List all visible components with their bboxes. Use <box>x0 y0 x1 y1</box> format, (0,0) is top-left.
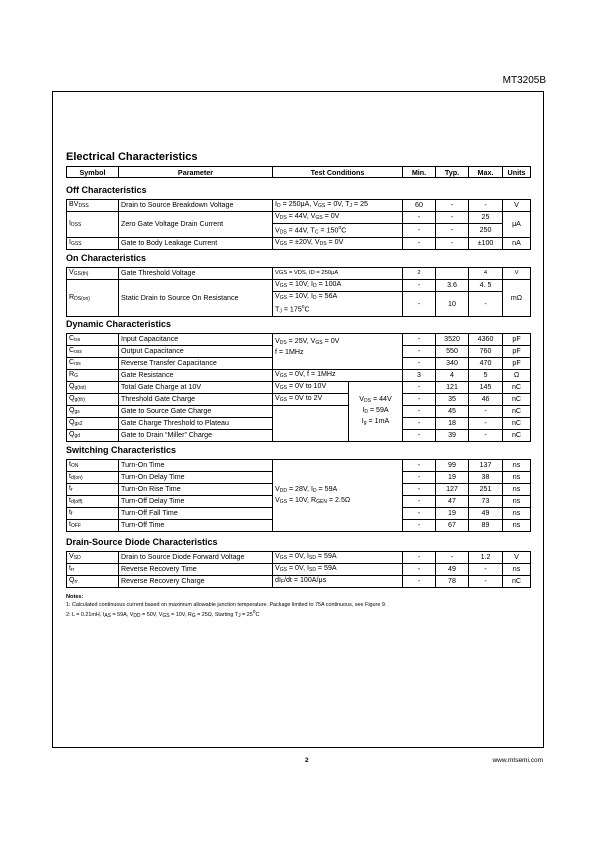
page-number: 2 <box>305 757 309 764</box>
table-row: $C_{oss}$ Output Capacitance - 550 760 pF <box>67 346 531 358</box>
col-test-conditions: Test Conditions <box>273 167 403 178</box>
col-units: Units <box>503 167 531 178</box>
table-row: $t_{rr}$ Reverse Recovery Time $V_{GS} = 0V$, $I_{SD} = 59A$ - 49 - ns <box>67 564 531 576</box>
on-table <box>66 267 530 317</box>
off-table <box>66 199 530 250</box>
switching-table <box>66 459 530 532</box>
table-row: $t_{d(on)}$ Turn-On Delay Time - 19 38 ns <box>67 472 531 484</box>
dynamic-table <box>66 333 530 442</box>
table-row: $I_{DSS}$ Zero Gate Voltage Drain Current $V_{DS} = 44V$, $V_{GS} = 0V$ - - 25 μA <box>67 212 531 224</box>
col-parameter: Parameter <box>119 167 273 178</box>
switching-heading: Switching Characteristics <box>66 445 177 455</box>
note-2: 2: L = 0.21mH, $I_{AS} = 59A$, $V_{DD} = 50V$, $V_{GS} = 10V$, $R_G = 25\Omega$, Starting $T_J = 25^oC$ <box>66 609 260 619</box>
off-heading: Off Characteristics <box>66 185 147 195</box>
table-row: $C_{iss}$ Input Capacitance $V_{DS} = 25V$, $V_{GS} = 0V$ f = 1MHz - 3520 4360 pF <box>67 334 531 346</box>
table-row: $t_{OFF}$ Turn-Off Time - 67 89 ns <box>67 520 531 532</box>
col-symbol: Symbol <box>67 167 119 178</box>
column-header <box>66 166 530 178</box>
table-row: $t_{ON}$ Turn-On Time $V_{DD} = 28V$, $I_D = 59A$ $V_{GS} = 10V$, $R_{GEN} = 2.5\Omega$ - 99 137 ns <box>67 460 531 472</box>
table-row: $V_{GS} = 10V$, $I_D = 56A$ $T_J = 175^oC$ - 10 - <box>67 292 531 317</box>
table-row: $I_{GSS}$ Gate to Body Leakage Current $V_{GS} = \pm 20V$, $V_{DS} = 0V$ - - ±100 nA <box>67 238 531 250</box>
table-row: $V_{SD}$ Drain to Source Diode Forward Voltage $V_{GS} = 0V$, $I_{SD} = 59A$ - - 1.2 V <box>67 552 531 564</box>
col-typ: Typ. <box>436 167 469 178</box>
table-row: $t_f$ Turn-Off Fall Time - 19 49 ns <box>67 508 531 520</box>
diode-table <box>66 551 530 588</box>
table-row: $Q_{rr}$ Reverse Recovery Charge $dI_F/dt = 100A/\mu s$ - 78 - nC <box>67 576 531 588</box>
notes-heading: Notes: <box>66 594 84 600</box>
table-row: $Q_{g(tot)}$ Total Gate Charge at 10V $V_{GS} = 0V$ to 10V $V_{DS} = 44V$ $I_D = 59A$ $I_g = 1mA$ - 121 145 nC <box>67 382 531 394</box>
table-row: $C_{rss}$ Reverse Transfer Capacitance - 340 470 pF <box>67 358 531 370</box>
dynamic-heading: Dynamic Characteristics <box>66 319 172 329</box>
col-min: Min. <box>403 167 436 178</box>
table-row: $BV_{DSS}$ Drain to Source Breakdown Voltage $I_D = 250\mu A$, $V_{GS} = 0V$, $T_J = 25$ 60 - - V <box>67 200 531 212</box>
diode-heading: Drain-Source Diode Characteristics <box>66 537 218 547</box>
website-url: www.mtsemi.com <box>492 757 543 764</box>
col-max: Max. <box>469 167 503 178</box>
table-row: $t_{d(off)}$ Turn-Off Delay Time - 47 73 ns <box>67 496 531 508</box>
table-row: $V_{GS(th)}$ Gate Threshold Voltage VGS = VDS, ID = 250μA 2 4 V <box>67 268 531 280</box>
table-row: $t_r$ Turn-On Rise Time - 127 251 ns <box>67 484 531 496</box>
section-title: Electrical Characteristics <box>66 151 198 163</box>
table-row: $R_{DS(on)}$ Static Drain to Source On Resistance $V_{GS} = 10V$, $I_D = 100A$ - 3.6 4. 5 mΩ <box>67 280 531 292</box>
table-row: $Q_{gd}$ Gate to Drain “Miller” Charge - 39 - nC <box>67 430 531 442</box>
notes <box>66 594 386 620</box>
table-row: $Q_{gs}$ Gate to Source Gate Charge - 45 - nC <box>67 406 531 418</box>
table-row: $V_{DS} = 44V$, $T_C = 150^oC$ - - 250 <box>67 224 531 238</box>
on-heading: On Characteristics <box>66 253 147 263</box>
table-row: $Q_{gs2}$ Gate Charge Threshold to Plateau - 18 - nC <box>67 418 531 430</box>
table-row: $R_G$ Gate Resistance $V_{GS} = 0V$, f = 1MHz 3 4 5 Ω <box>67 370 531 382</box>
note-1: 1: Calculated continuous current based on maximum allowable junction temperature. Package limited to 75A continuous, see Figure 9. <box>66 601 387 608</box>
part-number: MT3205B <box>502 75 546 86</box>
table-row: $Q_{g(th)}$ Threshold Gate Charge $V_{GS} = 0V$ to 2V - 35 46 nC <box>67 394 531 406</box>
